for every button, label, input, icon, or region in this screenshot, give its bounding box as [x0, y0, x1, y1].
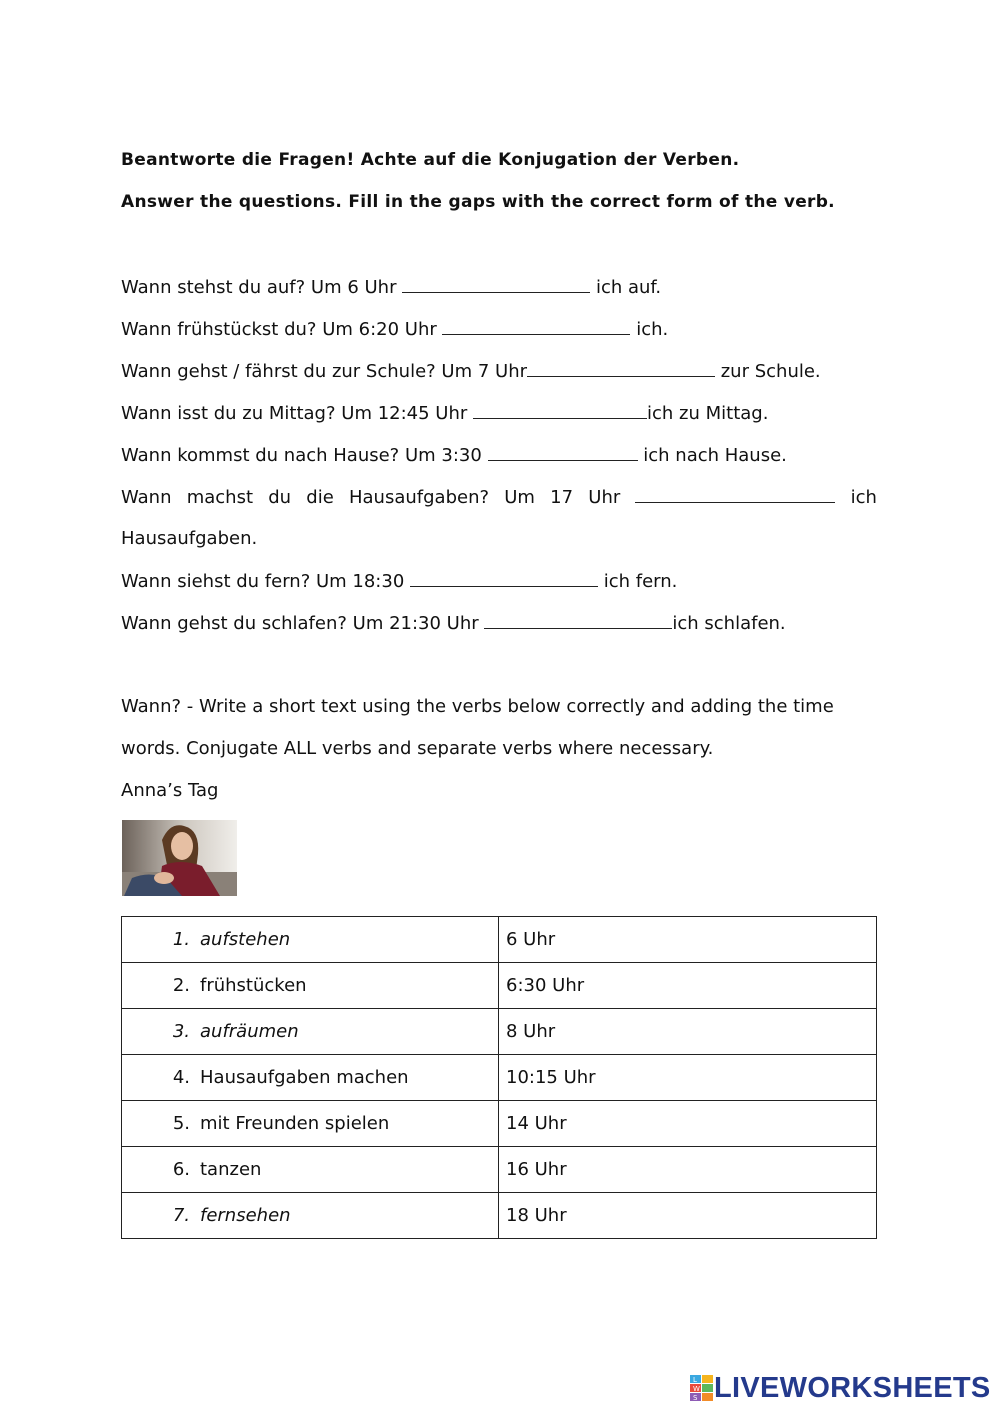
time-cell: 14 Uhr: [499, 1101, 877, 1147]
question-2-suffix: ich.: [630, 319, 669, 340]
table-row: [122, 1055, 877, 1101]
question-7-text: Wann siehst du fern? Um 18:30: [121, 571, 410, 592]
row-number: 3.: [172, 1021, 190, 1042]
instruction-english: Answer the questions. Fill in the gaps with the correct form of the verb.: [121, 192, 835, 212]
task-subtitle: Anna’s Tag: [121, 780, 219, 801]
question-5: [121, 444, 787, 466]
answer-blank-7[interactable]: [410, 570, 598, 587]
badge-letter: W: [693, 1385, 700, 1393]
question-1: [121, 276, 661, 298]
question-6-word: machst: [186, 487, 254, 508]
question-6-word: die: [306, 487, 334, 508]
question-3-text: Wann gehst / fährst du zur Schule? Um 7 Uhr: [121, 361, 528, 382]
verb-text: fernsehen: [200, 1205, 291, 1226]
verb-cell: [122, 1009, 499, 1055]
question-8-text: Wann gehst du schlafen? Um 21:30 Uhr: [121, 613, 485, 634]
question-6-word: Uhr: [588, 487, 621, 508]
badge-letter: S: [693, 1394, 698, 1401]
time-cell: 18 Uhr: [499, 1193, 877, 1239]
table-row: [122, 917, 877, 963]
answer-blank-5[interactable]: [488, 444, 638, 461]
verb-text: aufstehen: [200, 929, 291, 950]
row-number: 1.: [172, 929, 190, 950]
verb-cell: [122, 917, 499, 963]
row-number: 6.: [172, 1159, 190, 1180]
time-cell: 6 Uhr: [499, 917, 877, 963]
time-cell: 6:30 Uhr: [499, 963, 877, 1009]
question-6-word: 17: [550, 487, 574, 508]
question-8-suffix: ich schlafen.: [672, 613, 786, 634]
verb-cell: [122, 1193, 499, 1239]
question-6-word: Hausaufgaben?: [348, 487, 490, 508]
row-number: 5.: [172, 1113, 190, 1134]
answer-blank-2[interactable]: [442, 318, 630, 335]
logo-text: LIVEWORKSHEETS: [714, 1371, 991, 1404]
anna-photo: [122, 820, 237, 896]
liveworksheets-badge-icon: [690, 1375, 714, 1401]
liveworksheets-logo: [690, 1373, 991, 1403]
question-4: [121, 402, 768, 424]
question-3-suffix: zur Schule.: [715, 361, 821, 382]
question-2-text: Wann frühstückst du? Um 6:20 Uhr: [121, 319, 443, 340]
verb-table: [121, 916, 877, 1239]
question-6-continuation: Hausaufgaben.: [121, 528, 258, 549]
question-7: [121, 570, 677, 592]
table-row: [122, 1193, 877, 1239]
row-number: 7.: [172, 1205, 190, 1226]
answer-blank-6[interactable]: [635, 486, 835, 503]
question-4-suffix: ich zu Mittag.: [647, 403, 769, 424]
question-1-suffix: ich auf.: [590, 277, 662, 298]
table-row: [122, 963, 877, 1009]
task-instruction-line-1: Wann? - Write a short text using the verbs below correctly and adding the time: [121, 696, 834, 717]
row-number: 4.: [172, 1067, 190, 1088]
verb-text: frühstücken: [200, 975, 307, 996]
question-6: [121, 486, 877, 508]
verb-text: tanzen: [200, 1159, 262, 1180]
question-5-suffix: ich nach Hause.: [637, 445, 787, 466]
question-6-word: Um: [504, 487, 535, 508]
answer-blank-4[interactable]: [473, 402, 647, 419]
question-6-word: du: [268, 487, 292, 508]
answer-blank-8[interactable]: [484, 612, 672, 629]
question-2: [121, 318, 668, 340]
time-cell: 8 Uhr: [499, 1009, 877, 1055]
badge-letter: L: [693, 1376, 697, 1384]
question-1-text: Wann stehst du auf? Um 6 Uhr: [121, 277, 403, 298]
table-row: [122, 1147, 877, 1193]
question-6-word: Wann: [121, 487, 172, 508]
question-8: [121, 612, 786, 634]
time-cell: 16 Uhr: [499, 1147, 877, 1193]
task-instruction-line-2: words. Conjugate ALL verbs and separate verbs where necessary.: [121, 738, 714, 759]
question-5-text: Wann kommst du nach Hause? Um 3:30: [121, 445, 488, 466]
question-6-suffix: ich: [850, 487, 877, 508]
question-7-suffix: ich fern.: [598, 571, 678, 592]
answer-blank-3[interactable]: [527, 360, 715, 377]
row-number: 2.: [172, 975, 190, 996]
verb-cell: [122, 1101, 499, 1147]
verb-text: mit Freunden spielen: [200, 1113, 390, 1134]
verb-cell: [122, 1147, 499, 1193]
instruction-german: Beantworte die Fragen! Achte auf die Konjugation der Verben.: [121, 150, 740, 170]
table-row: [122, 1009, 877, 1055]
answer-blank-1[interactable]: [402, 276, 590, 293]
verb-text: aufräumen: [200, 1021, 299, 1042]
verb-text: Hausaufgaben machen: [200, 1067, 409, 1088]
table-row: [122, 1101, 877, 1147]
question-4-text: Wann isst du zu Mittag? Um 12:45 Uhr: [121, 403, 473, 424]
verb-cell: [122, 1055, 499, 1101]
time-cell: 10:15 Uhr: [499, 1055, 877, 1101]
verb-cell: [122, 963, 499, 1009]
question-3: [121, 360, 821, 382]
